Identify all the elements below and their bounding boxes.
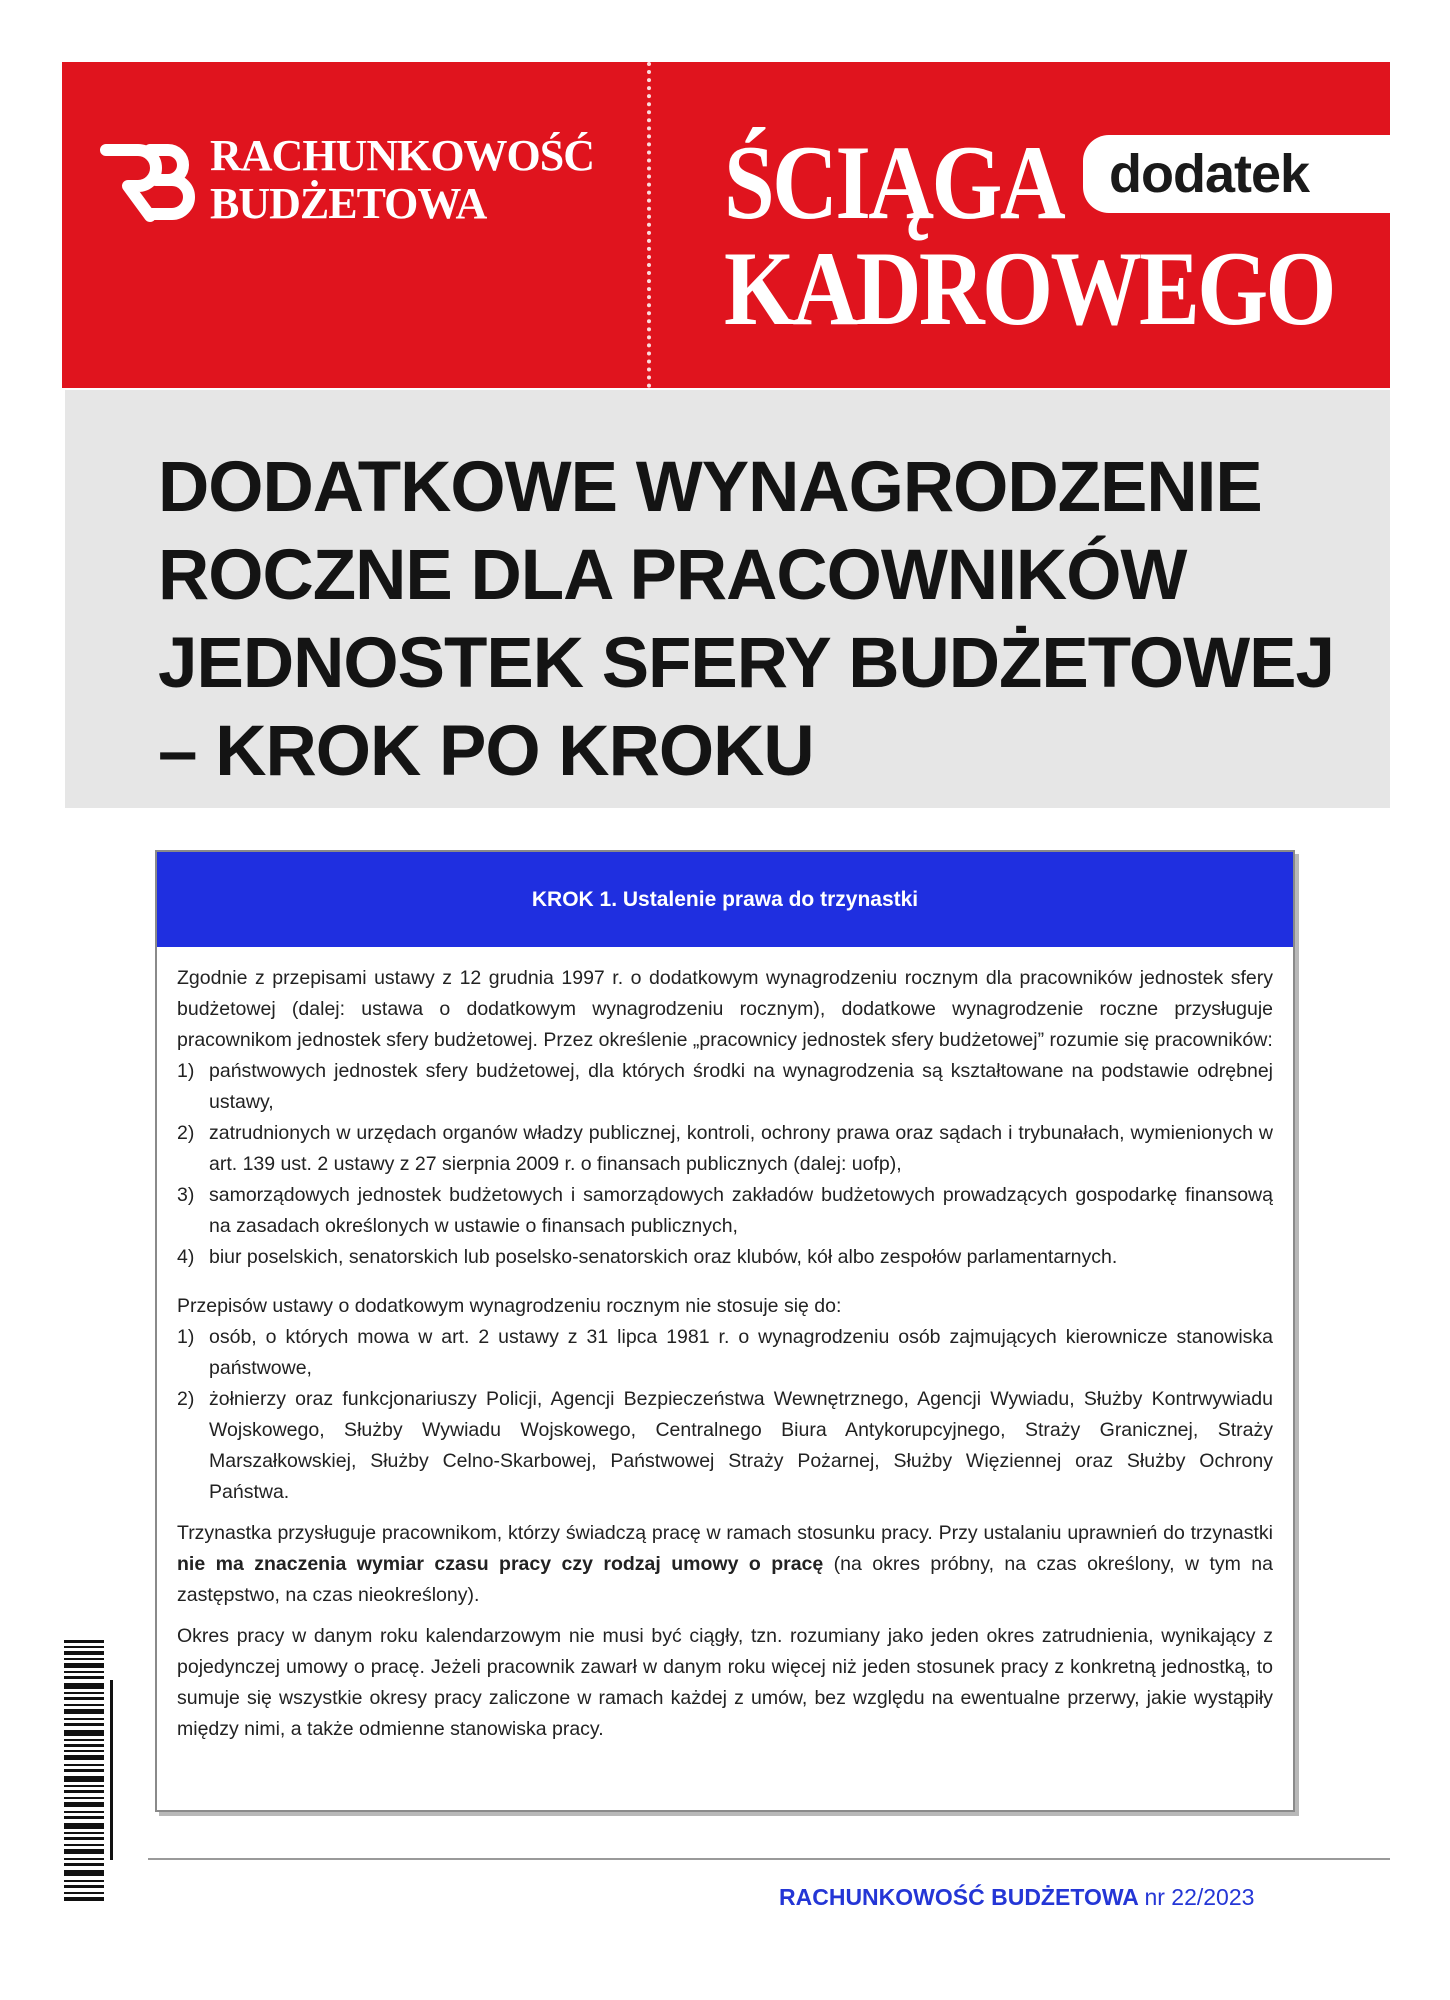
- footer-publication: RACHUNKOWOŚĆ BUDŻETOWA: [779, 1884, 1139, 1910]
- list-number: 3): [177, 1184, 195, 1206]
- list-number: 2): [177, 1122, 195, 1144]
- footer-issue: nr 22/2023: [1144, 1884, 1255, 1910]
- list-number: 4): [177, 1246, 195, 1268]
- doc-title: [158, 444, 1338, 796]
- paragraph-text: Trzynastka przysługuje pracownikom, którzy świadczą pracę w ramach stosunku pracy. Przy ustalaniu uprawnień do trzynastki: [177, 1522, 1273, 1544]
- list-item: [177, 1056, 1273, 1118]
- emphasis-text: nie ma znaczenia wymiar czasu pracy czy rodzaj umowy o pracę: [177, 1553, 824, 1575]
- section-title-line-1: ŚCIĄGA: [724, 124, 1064, 241]
- exclusion-intro: Przepisów ustawy o dodatkowym wynagrodzeniu rocznym nie stosuje się do:: [177, 1295, 842, 1317]
- brand: [98, 130, 594, 230]
- step-box: [155, 850, 1295, 1812]
- section-title-line-2: KADROWEGO: [724, 230, 1334, 347]
- header-divider: [647, 62, 651, 388]
- eligible-list: [177, 1056, 1273, 1273]
- list-item: [177, 1118, 1273, 1180]
- eligibility-paragraph: [177, 1518, 1273, 1611]
- list-text: zatrudnionych w urzędach organów władzy publicznej, kontroli, ochrony prawa oraz sądach i trybunałach, wymienionych w art. 139 ust. 2 ustawy z 27 sierpnia 2009 r. o finansach publicznych (dalej: uofp),: [209, 1122, 1273, 1175]
- list-number: 1): [177, 1326, 195, 1348]
- list-text: żołnierzy oraz funkcjonariuszy Policji, Agencji Bezpieczeństwa Wewnętrznego, Agencji Wywiadu, Służby Kontrwywiadu Wojskowego, Służby Wywiadu Wojskowego, Centralnego Biura Antykorupcyjnego, Straży Granicznej, Straży Marszałkowskiej, Służby Celno-Skarbowej, Państwowej Straży Pożarnej, Służby Więziennej oraz Służby Ochrony Państwa.: [209, 1388, 1273, 1503]
- barcode-icon: [62, 1640, 120, 1902]
- supplement-tab: dodatek: [1083, 135, 1390, 213]
- brand-line-2: BUDŻETOWA: [210, 179, 487, 228]
- step-header: KROK 1. Ustalenie prawa do trzynastki: [157, 852, 1293, 947]
- excluded-list: [177, 1322, 1273, 1508]
- list-item: [177, 1384, 1273, 1508]
- list-text: biur poselskich, senatorskich lub poselsko-senatorskich oraz klubów, kół albo zespołów parlamentarnych.: [209, 1246, 1118, 1268]
- list-number: 1): [177, 1060, 195, 1082]
- footer-rule: [148, 1858, 1390, 1860]
- doc-title-band: [65, 390, 1390, 808]
- list-number: 2): [177, 1388, 195, 1410]
- footer: [779, 1884, 1254, 1911]
- list-text: państwowych jednostek sfery budżetowej, dla których środki na wynagrodzenia są kształtowane na podstawie odrębnej ustawy,: [209, 1060, 1273, 1113]
- paragraph-text: (na okres próbny, na czas określony, w tym na zastępstwo, na czas nieokreślony).: [177, 1553, 1273, 1606]
- header-band: [62, 62, 1390, 388]
- brand-line-1: RACHUNKOWOŚĆ: [210, 131, 595, 180]
- brand-name: [210, 132, 594, 228]
- work-period-paragraph: Okres pracy w danym roku kalendarzowym nie musi być ciągły, tzn. rozumiany jako jeden okres zatrudnienia, wynikający z pojedynczej umowy o pracę. Jeżeli pracownik zawarł w danym roku więcej niż jeden stosunek pracy z konkretną jednostką, to sumuje się wszystkie okresy pracy zaliczone w ramach każdej z umów, bez względu na ewentualne przerwy, jakie wystąpiły między nimi, a także odmienne stanowiska pracy.: [177, 1625, 1273, 1740]
- doc-title-line-1: DODATKOWE WYNAGRODZENIE: [158, 448, 1262, 527]
- list-item: [177, 1242, 1273, 1273]
- intro-paragraph: Zgodnie z przepisami ustawy z 12 grudnia 1997 r. o dodatkowym wynagrodzeniu rocznym dla pracowników jednostek sfery budżetowej (dalej: ustawa o dodatkowym wynagrodzeniu rocznym), dodatkowe wynagrodzenie roczne przysługuje pracownikom jednostek sfery budżetowej. Przez określenie „pracownicy jednostek sfery budżetowej” rozumie się pracowników:: [177, 967, 1273, 1051]
- list-item: [177, 1180, 1273, 1242]
- doc-title-line-2: ROCZNE DLA PRACOWNIKÓW: [158, 536, 1187, 615]
- list-text: samorządowych jednostek budżetowych i samorządowych zakładów budżetowych prowadzących gospodarkę finansową na zasadach określonych w ustawie o finansach publicznych,: [209, 1184, 1273, 1237]
- rb-logo-icon: [98, 130, 198, 230]
- list-text: osób, o których mowa w art. 2 ustawy z 31 lipca 1981 r. o wynagrodzeniu osób zajmujących kierownicze stanowiska państwowe,: [209, 1326, 1273, 1379]
- doc-title-line-4: – KROK PO KROKU: [158, 712, 814, 791]
- step-body: [157, 947, 1293, 1745]
- doc-title-line-3: JEDNOSTEK SFERY BUDŻETOWEJ: [158, 624, 1334, 703]
- list-item: [177, 1322, 1273, 1384]
